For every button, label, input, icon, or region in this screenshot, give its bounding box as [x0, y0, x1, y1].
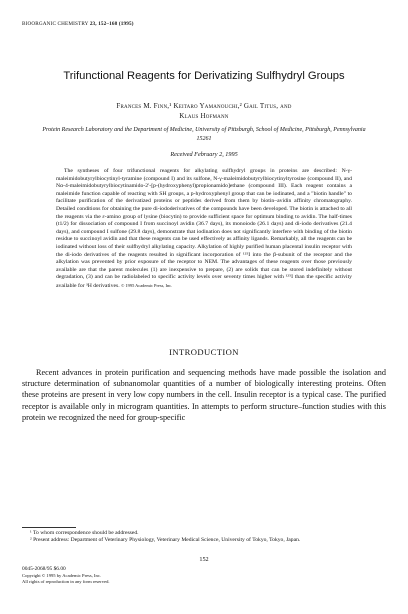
- running-head: [22, 21, 134, 27]
- introduction-text: Recent advances in protein purification and sequencing methods have made possible the isolation and structure determination of subnanomolar quantities of a number of biologically interesting proteins. Often these proteins are present in very low copy numbers in the cell. Insulin receptor is a typical case. The purified receptor is available only in microgram quantities. In attempts to perform structure–function studies with this protein we recognized the need for group-specific: [22, 368, 386, 422]
- rights-line: All rights of reproduction in any form reserved.: [22, 578, 110, 584]
- section-heading-introduction: INTRODUCTION: [169, 347, 239, 357]
- publication-info: [22, 567, 110, 584]
- abstract-copyright: © 1995 Academic Press, Inc.: [121, 282, 173, 288]
- abstract: [56, 168, 352, 291]
- volume-pages: 23, 152–168 (1995): [89, 21, 134, 27]
- abstract-text: The syntheses of four trifunctional reagents for alkylating sulfhydryl groups in proteins are described: N-γ-maleimidobutyrylbiocytinyl-tyramine (compound I) and its sulfone, N-γ-maleimidobutyrylbiocytinyltyrosine (compound II), and Nα-4-maleimidobutyrylbiocytinamido-2′-[p-(hydroxyphenyl)propionamido]ethane (compound III). Each reagent contains a maleimide function capable of reacting with SH groups, a p-hydroxyphenyl group that can be iodinated, and a "biotin handle" to facilitate purification of the derivatized proteins or peptides derived from them by biotin–avidin affinity chromatography. Detailed conditions for obtaining the pure di-iododerivatives of the compounds have been developed. The biotin is attached to all the reagents via the ε-amino group of lysine (biocytin) to provide sufficient space for optimum binding to avidin. The half-times (t1/2) for dissociation of compound I from succinoyl avidin (36.7 days), its monoiodo (26.1 days) and di-iodo derivatives (21.4 days), and compound I sulfone (29.8 days), demonstrate that iodination does not significantly interfere with binding of the biotin residue to succinoyl avidin and that these reagents can be used effectively as affinity ligands. Remarkably, all the reagents can be iodinated without loss of their sulfhydryl alkylating capacity. Alkylation of highly purified human placental insulin receptor with the di-iodo derivatives of the reagents resulted in significant incorporation of ¹²⁵I into the β-subunit of the receptor and the alkylation was prevented by prior exposure of the receptor to NEM. The advantages of these reagents over those previously available are that the parent molecules (1) are inexpensive to prepare, (2) are solids that can be stored indefinitely without degradation, (3) and can be radiolabeled to specific activity levels over seventy times higher with ¹²⁵I than the specific activity available for ³H derivatives.: [56, 168, 352, 289]
- affiliation: Protein Research Laboratory and the Department of Medicine, University of Pittsburgh, School of Medicine, Pittsburgh, Pennsylvania 15261: [42, 127, 366, 142]
- authors-line-2: Klaus Hofmann: [179, 112, 229, 120]
- authors-line-1: Frances M. Finn,¹ Keitaro Yamanouchi,² Gail Titus, and: [116, 102, 292, 110]
- footnote-rule: [22, 527, 76, 528]
- received-date: Received February 2, 1995: [170, 151, 238, 158]
- copyright-line: Copyright © 1995 by Academic Press, Inc.: [22, 572, 102, 578]
- footnote-2: ² Present address: Department of Veterinary Physiology, Veterinary Medical Science, University of Tokyo, Tokyo, Japan.: [30, 537, 301, 544]
- footnotes: [22, 530, 386, 545]
- page-number: 152: [199, 556, 209, 563]
- author-list: [40, 101, 368, 121]
- footnote-1: ¹ To whom correspondence should be addressed.: [30, 530, 139, 536]
- journal-name: BIOORGANIC CHEMISTRY: [22, 21, 89, 27]
- article-title: Trifunctional Reagents for Derivatizing Sulfhydryl Groups: [63, 70, 345, 82]
- article-code: 0045-2068/95 $6.00: [22, 566, 66, 572]
